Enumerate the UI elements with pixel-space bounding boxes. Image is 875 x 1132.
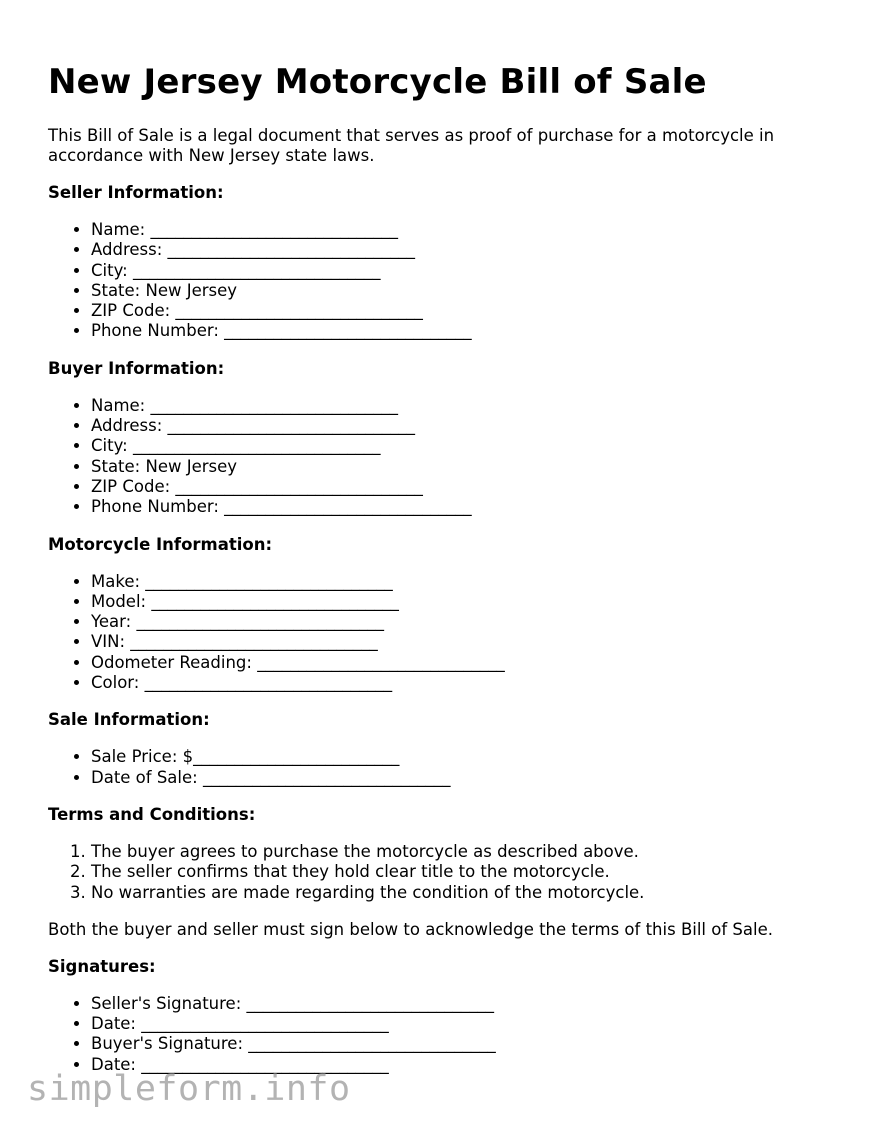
seller-heading: Seller Information: — [48, 183, 224, 202]
sale-date-item: • Date of Sale: ______________________________ — [91, 768, 848, 788]
sale-list — [48, 747, 848, 788]
buyer-state-item: • State: New Jersey — [91, 457, 848, 477]
terms-item: 3. No warranties are made regarding the condition of the motorcycle. — [91, 883, 848, 903]
motorcycle-color-item: • Color: ______________________________ — [91, 673, 848, 693]
watermark: simpleform.info — [27, 1069, 351, 1109]
buyer-phone-item: • Phone Number: ______________________________ — [91, 497, 848, 517]
buyer-heading: Buyer Information: — [48, 358, 225, 378]
seller-list — [48, 220, 848, 342]
buyer-city-item: • City: ______________________________ — [91, 436, 848, 456]
sale-heading: Sale Information: — [48, 710, 210, 730]
seller-city-item: • City: ______________________________ — [91, 261, 848, 281]
motorcycle-heading: Motorcycle Information: — [48, 534, 273, 554]
motorcycle-year-item: • Year: ______________________________ — [91, 612, 848, 632]
motorcycle-model-item: • Model: ______________________________ — [91, 592, 848, 612]
buyer-zip-item: • ZIP Code: ______________________________ — [91, 477, 848, 497]
seller-signature-item: • Seller's Signature: ______________________________ — [91, 994, 848, 1014]
motorcycle-vin-item: • VIN: ______________________________ — [91, 632, 848, 652]
seller-phone-item: • Phone Number: ______________________________ — [91, 321, 848, 341]
seller-state-item: • State: New Jersey — [91, 281, 848, 301]
buyer-address-item: • Address: ______________________________ — [91, 416, 848, 436]
seller-name-item: • Name: ______________________________ — [91, 220, 848, 240]
terms-item: 2. The seller confirms that they hold clear title to the motorcycle. — [91, 862, 848, 882]
buyer-list — [48, 396, 848, 518]
closing-paragraph: Both the buyer and seller must sign below to acknowledge the terms of this Bill of Sale. — [48, 919, 773, 939]
terms-list — [48, 842, 848, 903]
document-page — [48, 0, 848, 1075]
motorcycle-make-item: • Make: ______________________________ — [91, 572, 848, 592]
seller-address-item: • Address: ______________________________ — [91, 240, 848, 260]
seller-date-item: • Date: ______________________________ — [91, 1014, 848, 1034]
signatures-list — [48, 994, 848, 1075]
buyer-name-item: • Name: ______________________________ — [91, 396, 848, 416]
buyer-date-item: • Date: ______________________________ — [91, 1055, 848, 1075]
terms-heading: Terms and Conditions: — [48, 804, 256, 824]
sale-price-item: • Sale Price: $_________________________ — [91, 747, 848, 767]
seller-zip-item: • ZIP Code: ______________________________ — [91, 301, 848, 321]
page-title: New Jersey Motorcycle Bill of Sale — [48, 62, 707, 102]
terms-item: 1. The buyer agrees to purchase the motorcycle as described above. — [91, 842, 848, 862]
signatures-heading: Signatures: — [48, 956, 156, 976]
motorcycle-list — [48, 572, 848, 694]
motorcycle-odometer-item: • Odometer Reading: ______________________________ — [91, 653, 848, 673]
intro-paragraph: This Bill of Sale is a legal document that serves as proof of purchase for a motorcycle in accordance with New Jersey state laws. — [48, 126, 775, 165]
buyer-signature-item: • Buyer's Signature: ______________________________ — [91, 1034, 848, 1054]
